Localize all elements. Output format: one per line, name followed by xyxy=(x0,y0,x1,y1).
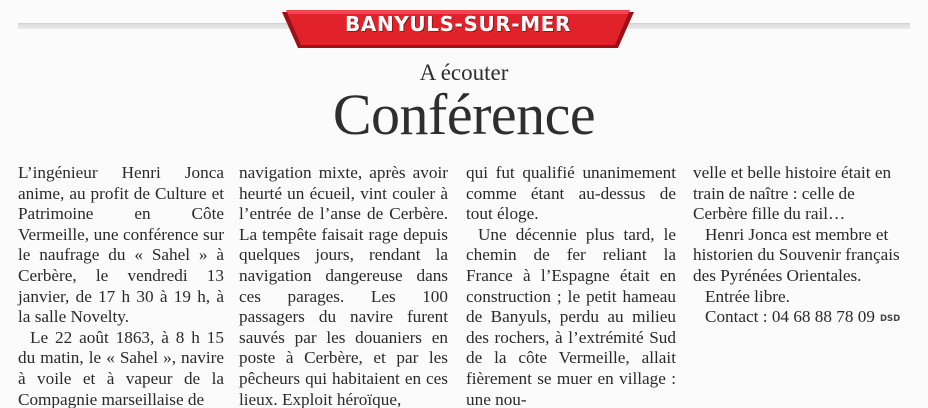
article-paragraph: Le 22 août 1863, à 8 h 15 du matin, le « Sahel », navire à voile et à vapeur de la Compagnie marseillaise de xyxy=(18,327,224,408)
article-column-3 xyxy=(466,163,676,408)
section-banner-label: BANYULS-SUR-MER xyxy=(345,12,571,36)
article-column-2 xyxy=(239,163,448,408)
author-signature: DSD xyxy=(880,314,901,324)
article-paragraph: navigation mixte, après avoir heurté un écueil, vint couler à l’entrée de l’anse de Cerbère. La tempête faisait rage depuis quelques jours, rendant la navigation dangereuse dans ces parages. Les 100 passagers du navire furent sauvés par les douaniers en poste à Cerbère, et par les pêcheurs qui habitaient en ces lieux. Exploit héroïque, xyxy=(239,163,448,408)
article-paragraph: Entrée libre. xyxy=(705,286,790,306)
contact-line: Contact : 04 68 88 78 09 xyxy=(705,307,875,327)
article-column-4 xyxy=(693,163,903,328)
article-paragraph: Henri Jonca est membre et historien du Souvenir français des Pyrénées Orientales. xyxy=(693,224,900,285)
article-paragraph: Une décennie plus tard, le chemin de fer reliant la France à l’Espagne était en construction ; le petit hameau de Banyuls, perdu au milieu des rochers, à l’extrémité Sud de la côte Vermeille, allait fièrement se muer en village : une nou- xyxy=(466,224,676,408)
section-banner xyxy=(282,8,634,50)
article-kicker: A écouter xyxy=(419,60,509,85)
article-paragraph: velle et belle histoire était en train de naître : celle de Cerbère fille du rail… xyxy=(693,163,892,224)
article-column-1 xyxy=(18,163,224,408)
article-paragraph: L’ingénieur Henri Jonca anime, au profit de Culture et Patrimoine en Côte Vermeille, une conférence sur le naufrage du « Sahel » à Cerbère, le vendredi 13 janvier, de 17 h 30 à 19 h, à la salle Novelty. xyxy=(18,163,224,327)
article-headline: Conférence xyxy=(332,82,596,147)
article-paragraph: qui fut qualifié unanimement comme étant au-dessus de tout éloge. xyxy=(466,163,676,224)
